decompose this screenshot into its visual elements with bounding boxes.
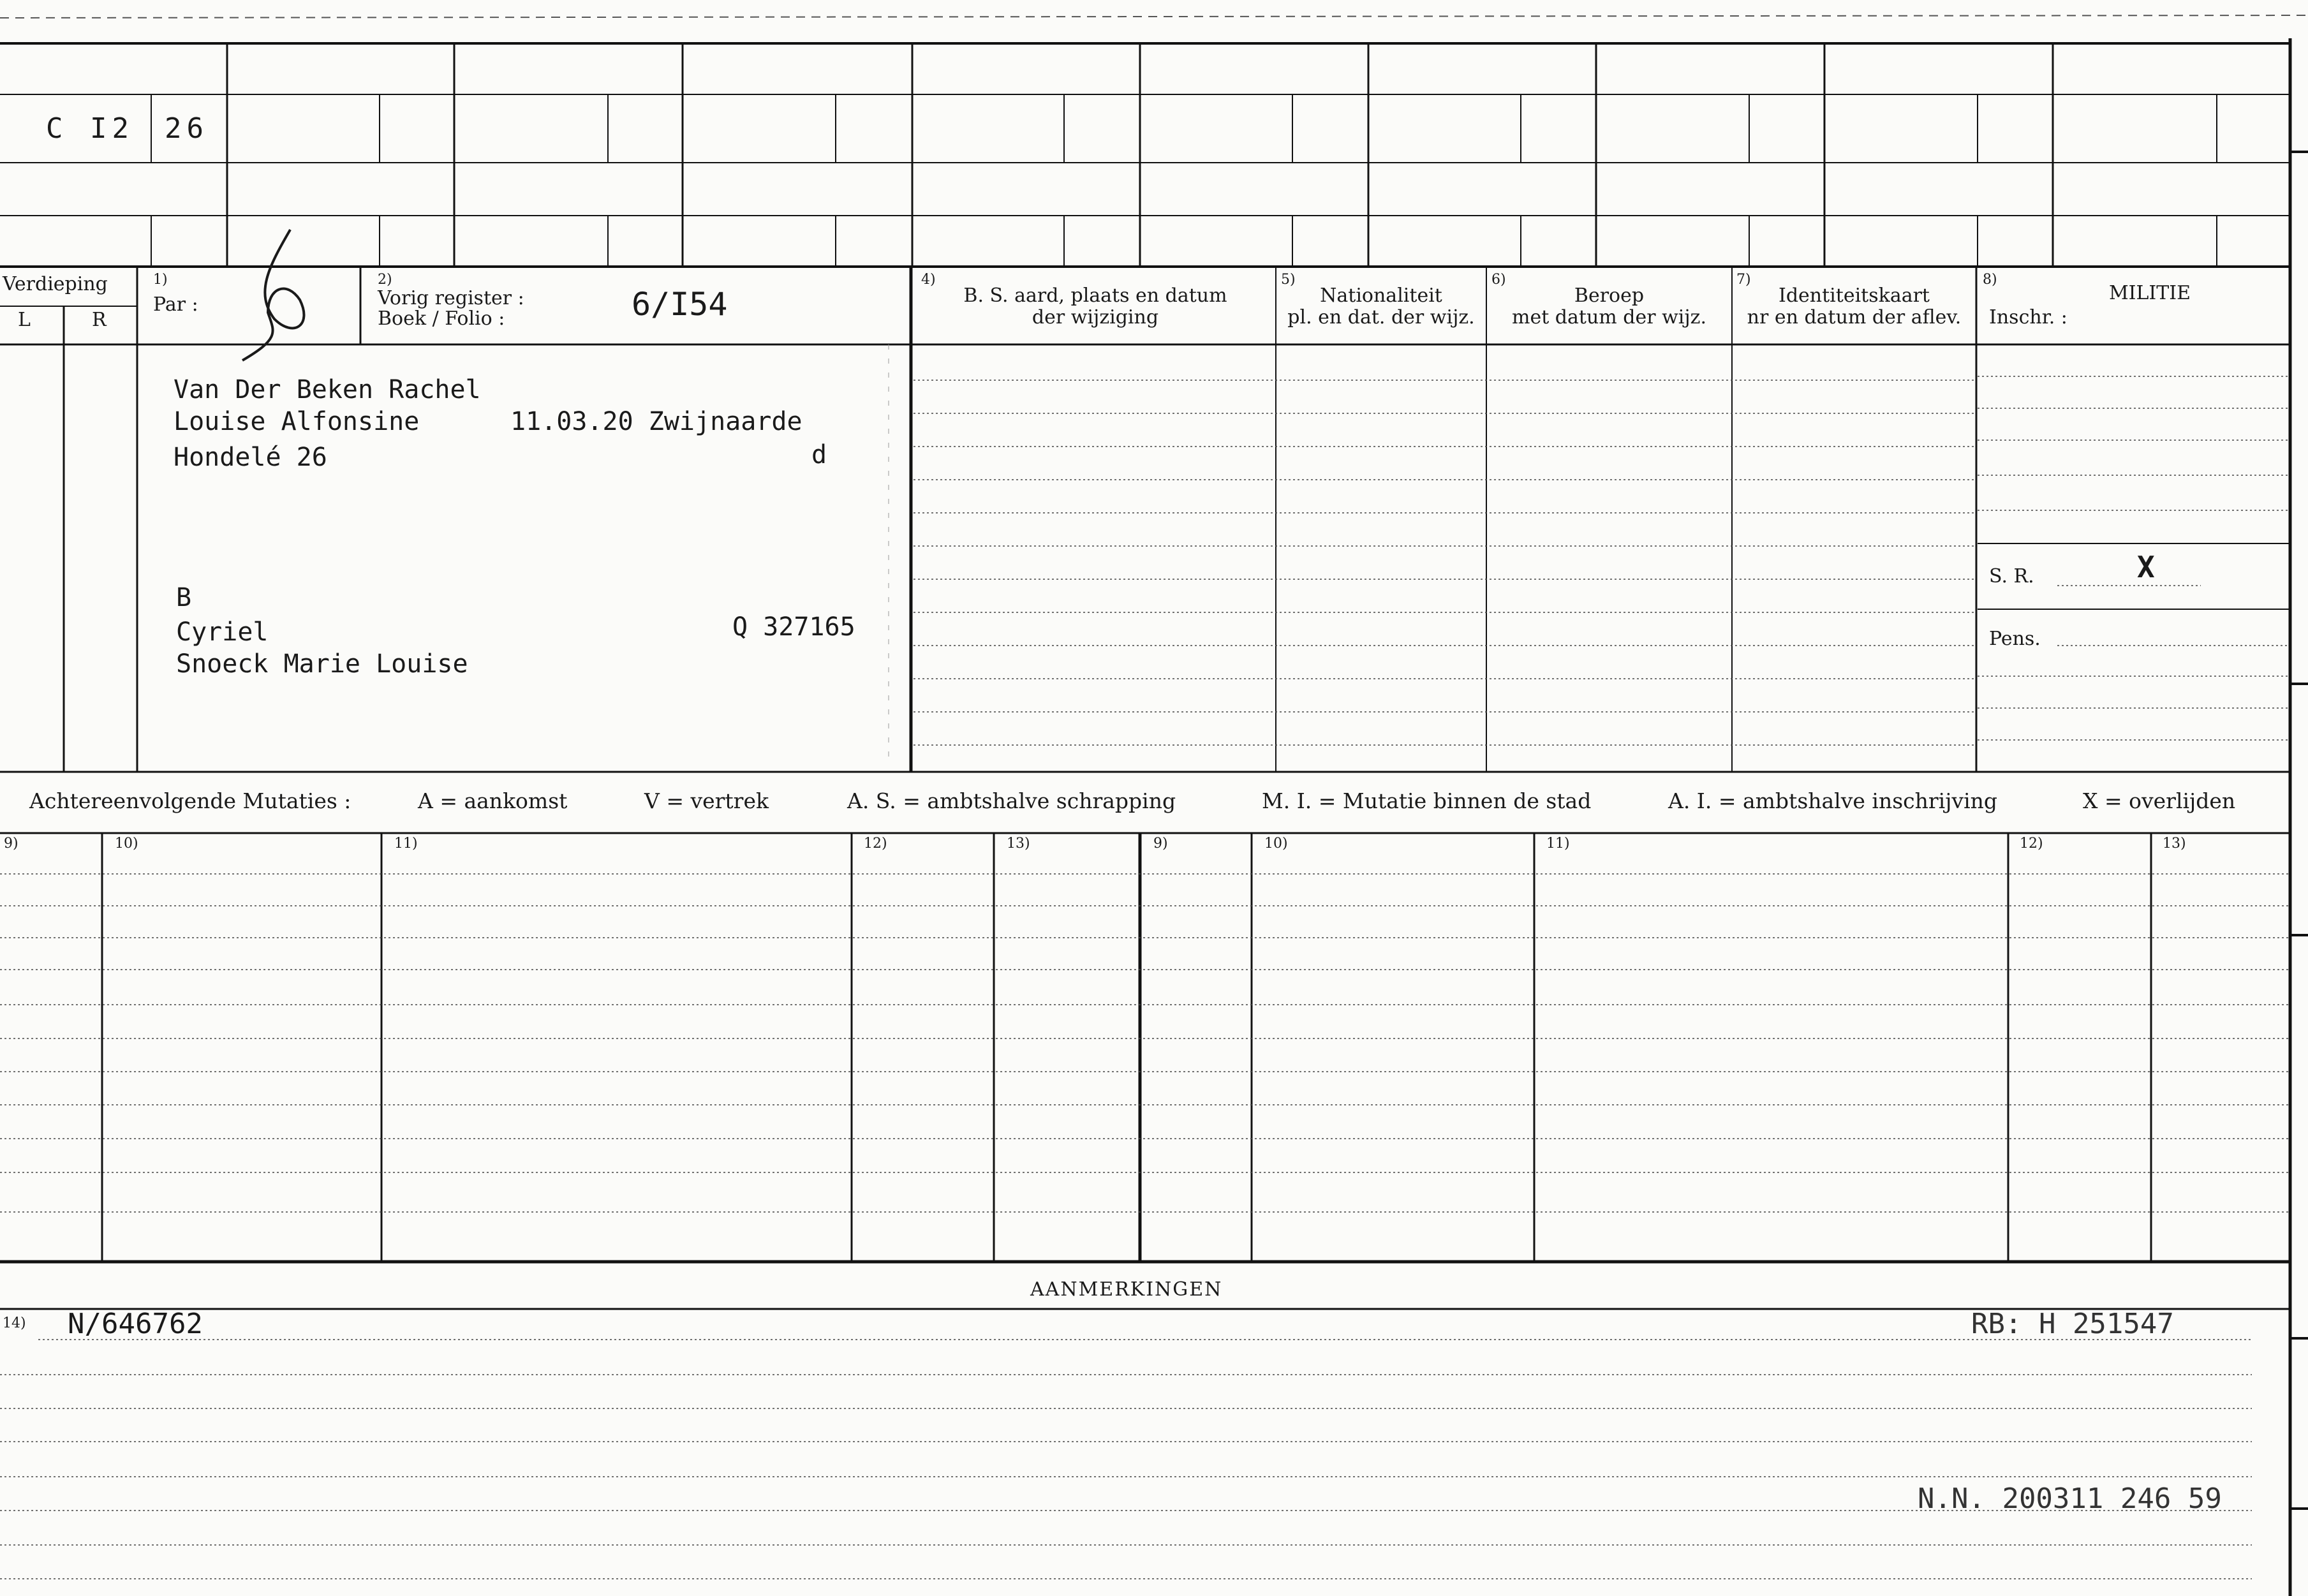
legend-overlijden: X = overlijden [2083, 788, 2236, 813]
boek-folio-label: Boek / Folio : [378, 307, 505, 330]
person-birth: 11.03.20 Zwijnaarde [510, 407, 803, 436]
verdieping-right: R [92, 309, 107, 331]
col4-line1: B. S. aard, plaats en datum [963, 284, 1227, 307]
legend-aankomst: A = aankomst [418, 788, 568, 813]
person-firstnames: Louise Alfonsine [174, 407, 420, 436]
mutation-col-9b: 9) [1153, 836, 1168, 852]
mutation-col-11: 11) [394, 836, 418, 852]
person-id-number: Q 327165 [732, 612, 855, 642]
col5-line2: pl. en dat. der wijz. [1287, 306, 1475, 329]
col5-num: 5) [1281, 272, 1296, 288]
col7-line1: Identiteitskaart [1779, 284, 1930, 307]
handwritten-mark-icon [242, 230, 304, 360]
mutation-col-12: 12) [864, 836, 887, 852]
mutation-col-9: 9) [4, 836, 18, 852]
mutation-col-12b: 12) [2020, 836, 2043, 852]
mutation-col-10: 10) [115, 836, 138, 852]
remarks-rb: RB: H 251547 [1971, 1308, 2174, 1340]
person-mark: d [811, 440, 827, 469]
vorig-register-label: Vorig register : [378, 287, 524, 309]
verdieping-label: Verdieping [3, 273, 108, 295]
index-code: C I2 [46, 112, 134, 145]
legend-ambtshalve-schrapping: A. S. = ambtshalve schrapping [847, 788, 1176, 813]
remarks-title: AANMERKINGEN [1030, 1278, 1223, 1301]
vorig-num: 2) [378, 272, 392, 288]
militie-title: MILITIE [2108, 282, 2191, 304]
militie-inschr-label: Inschr. : [1989, 306, 2068, 329]
legend-mutatie-stad: M. I. = Mutatie binnen de stad [1262, 788, 1592, 813]
person-father: Cyriel [176, 617, 269, 647]
legend-vertrek: V = vertrek [644, 788, 769, 813]
col6-line1: Beroep [1574, 284, 1645, 307]
col5-line1: Nationaliteit [1320, 284, 1442, 307]
mutation-col-13b: 13) [2163, 836, 2186, 852]
remarks-entry: N/646762 [68, 1308, 203, 1340]
par-label: Par : [153, 293, 198, 316]
col4-num: 4) [921, 272, 936, 288]
person-b-label: B [176, 583, 192, 612]
person-name: Van Der Beken Rachel [174, 375, 481, 404]
militie-sr-value: X [2137, 550, 2155, 584]
col7-line2: nr en datum der aflev. [1747, 306, 1962, 329]
mutation-col-11b: 11) [1546, 836, 1570, 852]
par-num: 1) [153, 272, 168, 288]
person-address: Hondelé 26 [174, 443, 327, 472]
index-number: 26 [165, 112, 209, 145]
col4-line2: der wijziging [1032, 306, 1159, 329]
person-mother: Snoeck Marie Louise [176, 649, 468, 679]
militie-pens-label: Pens. [1989, 628, 2041, 650]
legend-title: Achtereenvolgende Mutaties : [29, 788, 351, 813]
remarks-num: 14) [3, 1315, 26, 1331]
col7-num: 7) [1736, 272, 1751, 288]
col6-line2: met datum der wijz. [1512, 306, 1706, 329]
legend-ambtshalve-inschrijving: A. I. = ambtshalve inschrijving [1668, 788, 1998, 813]
militie-sr-label: S. R. [1989, 565, 2034, 587]
verdieping-left: L [18, 309, 31, 331]
col8-num: 8) [1983, 272, 1997, 288]
vorig-register-value: 6/I54 [632, 286, 728, 323]
col6-num: 6) [1491, 272, 1506, 288]
remarks-nn: N.N. 200311 246 59 [1918, 1482, 2222, 1515]
mutation-col-13: 13) [1007, 836, 1030, 852]
mutation-col-10b: 10) [1264, 836, 1288, 852]
